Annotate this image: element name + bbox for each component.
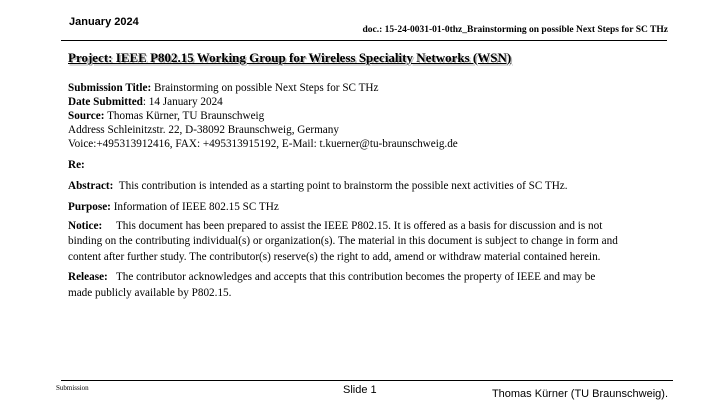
source-value: Thomas Kürner, TU Braunschweig [107, 110, 265, 122]
re-label: Re: [68, 159, 85, 171]
notice-text-line-2: binding on the contributing individual(s) or organization(s). The material in this document is subject to change in form and [68, 235, 618, 248]
submission-title-line [68, 81, 668, 95]
notice-label: Notice: [68, 220, 103, 232]
release-label: Release: [68, 271, 108, 284]
footer-divider [61, 380, 673, 381]
date-submitted-line [68, 95, 668, 109]
slide-number: Slide 1 [343, 384, 377, 396]
contact-line: Voice:+495313912416, FAX: +495313915192, E-Mail: t.kuerner@tu-braunschweig.de [68, 138, 458, 150]
address-line: Address Schleinitzstr. 22, D-38092 Braunschweig, Germany [68, 124, 339, 136]
abstract-label: Abstract: [68, 180, 114, 192]
footer-submission: Submission [56, 384, 89, 392]
header-divider [61, 40, 667, 41]
source-line [68, 109, 668, 123]
document-reference: doc.: 15-24-0031-01-0thz_Brainstorming on possible Next Steps for SC THz [362, 25, 668, 35]
abstract-line [68, 179, 668, 193]
purpose-text: Information of IEEE 802.15 SC THz [113, 201, 279, 213]
source-label: Source: [68, 110, 105, 122]
submission-title-value: Brainstorming on possible Next Steps for SC THz [154, 82, 379, 94]
release-text-line-1: The contributor acknowledges and accepts that this contribution becomes the property of IEEE and may be [115, 271, 596, 284]
submission-title-label: Submission Title: [68, 82, 152, 94]
re-line [68, 158, 668, 172]
purpose-line [68, 200, 668, 214]
footer-author: Thomas Kürner (TU Braunschweig). [491, 388, 668, 400]
release-block [68, 270, 668, 301]
release-text-line-2: made publicly available by P802.15. [68, 286, 232, 299]
purpose-label: Purpose: [68, 201, 111, 213]
notice-text-line-3: content after further study. The contributor(s) reserve(s) the right to add, amend or withdraw material contained herein. [68, 250, 601, 263]
notice-text-line-1: This document has been prepared to assist the IEEE P802.15. It is offered as a basis for discussion and is not [115, 220, 603, 232]
notice-block [68, 219, 668, 265]
project-title: Project: IEEE P802.15 Working Group for Wireless Speciality Networks (WSN) [68, 50, 512, 65]
date-submitted-value: : 14 January 2024 [142, 96, 223, 108]
header-date: January 2024 [69, 16, 139, 28]
date-submitted-label: Date Submitted [68, 96, 143, 108]
abstract-text: This contribution is intended as a starting point to brainstorm the possible next activities of SC THz. [118, 180, 568, 192]
slide-body [68, 81, 668, 301]
